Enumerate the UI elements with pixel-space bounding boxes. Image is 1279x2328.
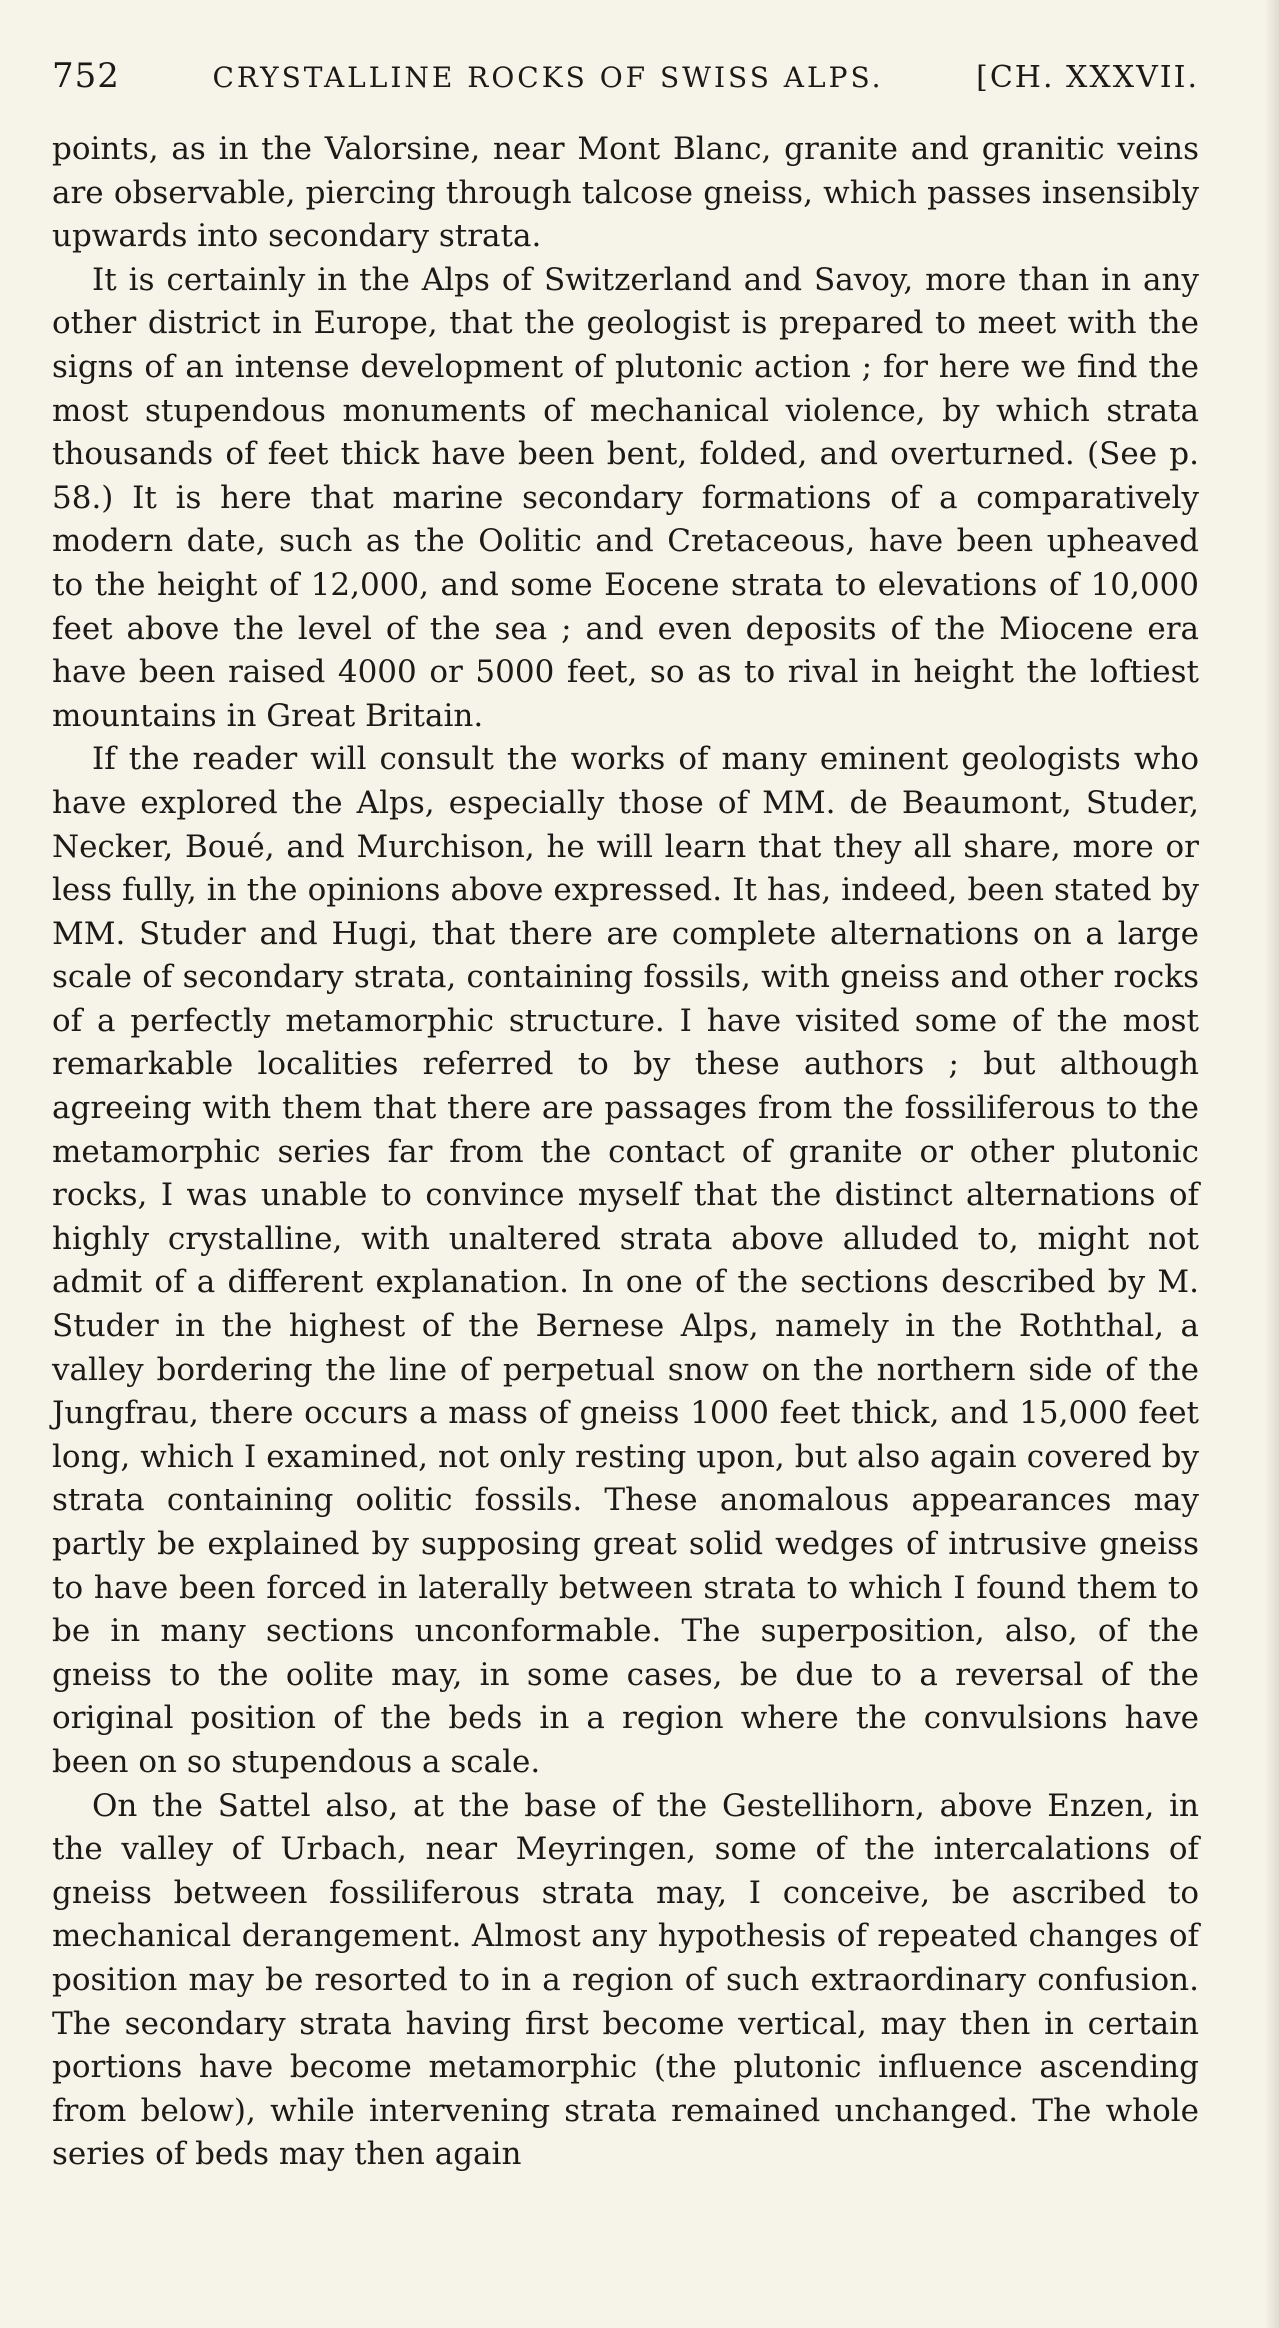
paragraph: If the reader will consult the works of many eminent geologists who have explored the Alps, especially those of MM. de Beaumont, Studer, Necker, Boué, and Murchison, he will learn that they all share, more or less fully, in the opinions above expressed. It has, indeed, been stated by MM. Studer and Hugi, that there are complete alternations on a large scale of secondary strata, containing fossils, with gneiss and other rocks of a perfectly metamorphic structure. I have visited some of the most remarkable localities referred to by these authors ; but although agreeing with them that there are passages from the fossiliferous to the metamorphic series far from the contact of granite or other plutonic rocks, I was unable to convince myself that the distinct alternations of highly crystalline, with unaltered strata above alluded to, might not admit of a different explanation. In one of the sections described by M. Studer in the highest of the Bernese Alps, namely in the Roththal, a valley bordering the line of perpetual snow on the northern side of the Jungfrau, there occurs a mass of gneiss 1000 feet thick, and 15,000 feet long, which I examined, not only resting upon, but also again covered by strata containing oolitic fossils. These anomalous appearances may partly be explained by supposing great solid wedges of intrusive gneiss to have been forced in laterally between strata to which I found them to be in many sections unconformable. The superposition, also, of the gneiss to the oolite may, in some cases, be due to a reversal of the original position of the beds in a region where the convulsions have been on so stupendous a scale. [52, 741, 1199, 1780]
paragraph-continued: points, as in the Valorsine, near Mont Blanc, granite and granitic veins are observable, piercing through talcose gneiss, which passes insensibly upwards into secondary strata. [52, 131, 1199, 255]
running-title: CRYSTALLINE ROCKS OF SWISS ALPS. [212, 61, 884, 94]
page-edge-shadow [1265, 0, 1279, 2328]
paragraph: It is certainly in the Alps of Switzerland and Savoy, more than in any other district in Europe, that the geologist is prepared to meet with the signs of an intense development of plutonic action ; for here we find the most stupendous monuments of mechanical violence, by which strata thousands of feet thick have been bent, folded, and overturned. (See p. 58.) It is here that marine secondary formations of a comparatively modern date, such as the Oolitic and Cretaceous, have been upheaved to the height of 12,000, and some Eocene strata to elevations of 10,000 feet above the level of the sea ; and even deposits of the Miocene era have been raised 4000 or 5000 feet, so as to rival in height the loftiest mountains in Great Britain. [52, 261, 1199, 734]
running-head [52, 56, 1199, 116]
body-text [52, 128, 1199, 2177]
page-number: 752 [52, 56, 120, 96]
paragraph: On the Sattel also, at the base of the Gestellihorn, above Enzen, in the valley of Urbach, near Meyringen, some of the intercalations of gneiss between fossiliferous strata may, I conceive, be ascribed to mechanical derangement. Almost any hypothesis of repeated changes of position may be resorted to in a region of such extraordinary confusion. The secondary strata having first become vertical, may then in certain portions have become metamorphic (the plutonic influence ascending from below), while intervening strata remained unchanged. The whole series of beds may then again [52, 1787, 1199, 2173]
chapter-reference: [CH. XXXVII. [976, 60, 1199, 95]
